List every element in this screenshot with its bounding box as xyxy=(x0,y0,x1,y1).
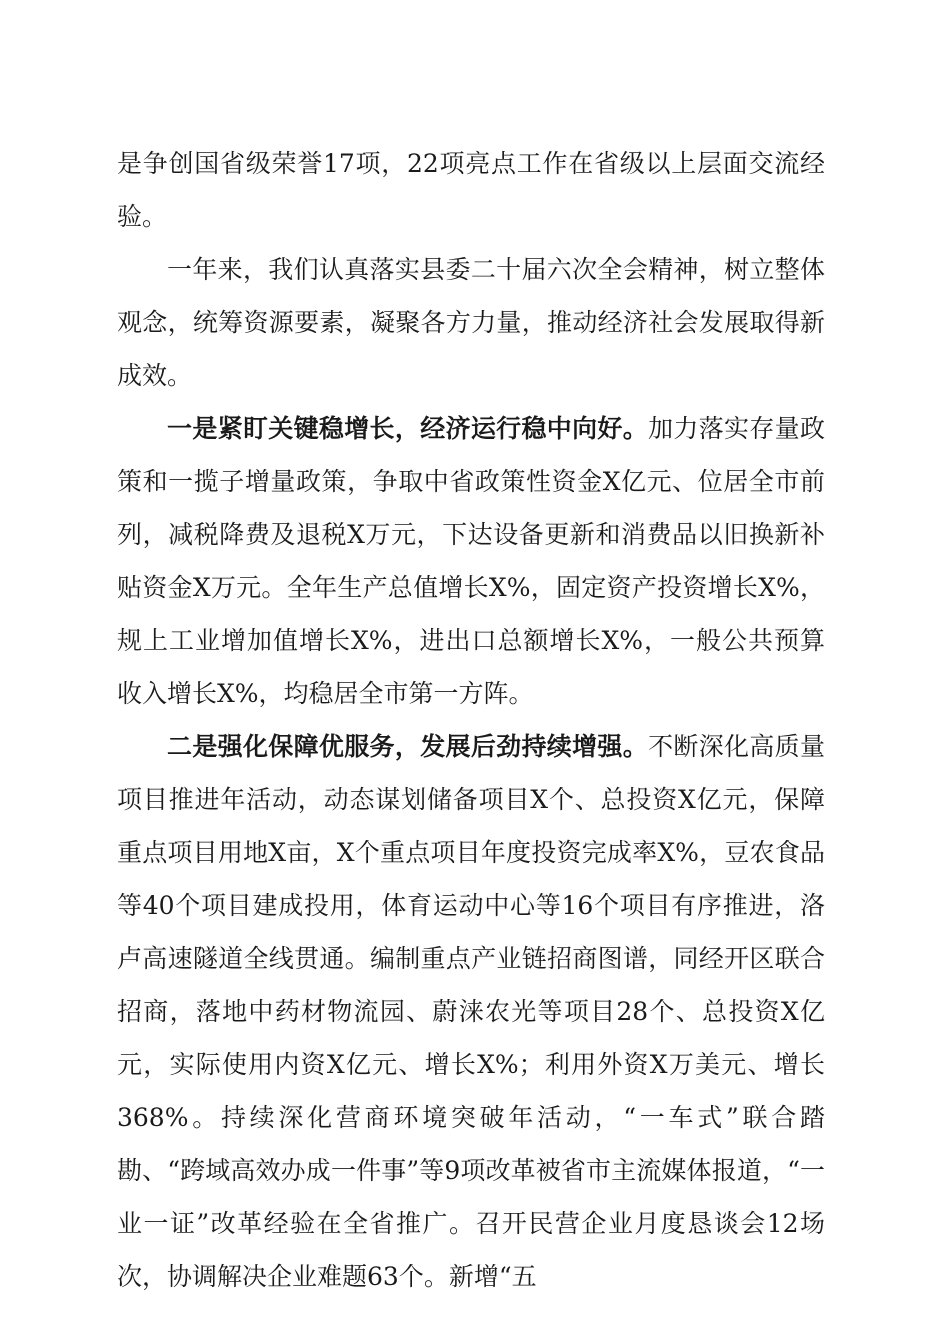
document-body xyxy=(117,137,825,1303)
paragraph-1 xyxy=(117,137,825,243)
paragraph-4 xyxy=(117,720,825,1303)
paragraph-2-text: 一年来，我们认真落实县委二十届六次全会精神，树立整体观念，统筹资源要素，凝聚各方力量，推动经济社会发展取得新成效。 xyxy=(117,255,825,390)
paragraph-3 xyxy=(117,402,825,720)
paragraph-3-text: 加力落实存量政策和一揽子增量政策，争取中省政策性资金X亿元、位居全市前列，减税降费及退税X万元，下达设备更新和消费品以旧换新补贴资金X万元。全年生产总值增长X%，固定资产投资增长X%，规上工业增加值增长X%，进出口总额增长X%，一般公共预算收入增长X%，均稳居全市第一方阵。 xyxy=(117,414,825,708)
paragraph-1-text: 是争创国省级荣誉17项，22项亮点工作在省级以上层面交流经验。 xyxy=(117,149,825,231)
paragraph-4-text: 不断深化高质量项目推进年活动，动态谋划储备项目X个、总投资X亿元，保障重点项目用地X亩，X个重点项目年度投资完成率X%，豆农食品等40个项目建成投用，体育运动中心等16个项目有序推进，洛卢高速隧道全线贯通。编制重点产业链招商图谱，同经开区联合招商，落地中药材物流园、蔚涞农光等项目28个、总投资X亿元，实际使用内资X亿元、增长X%；利用外资X万美元、增长368%。持续深化营商环境突破年活动，“一车式”联合踏勘、“跨域高效办成一件事”等9项改革被省市主流媒体报道，“一业一证”改革经验在全省推广。召开民营企业月度恳谈会12场次，协调解决企业难题63个。新增“五 xyxy=(117,732,825,1291)
paragraph-4-lead: 二是强化保障优服务，发展后劲持续增强。 xyxy=(167,732,649,761)
paragraph-2 xyxy=(117,243,825,402)
paragraph-3-lead: 一是紧盯关键稳增长，经济运行稳中向好。 xyxy=(167,414,649,443)
